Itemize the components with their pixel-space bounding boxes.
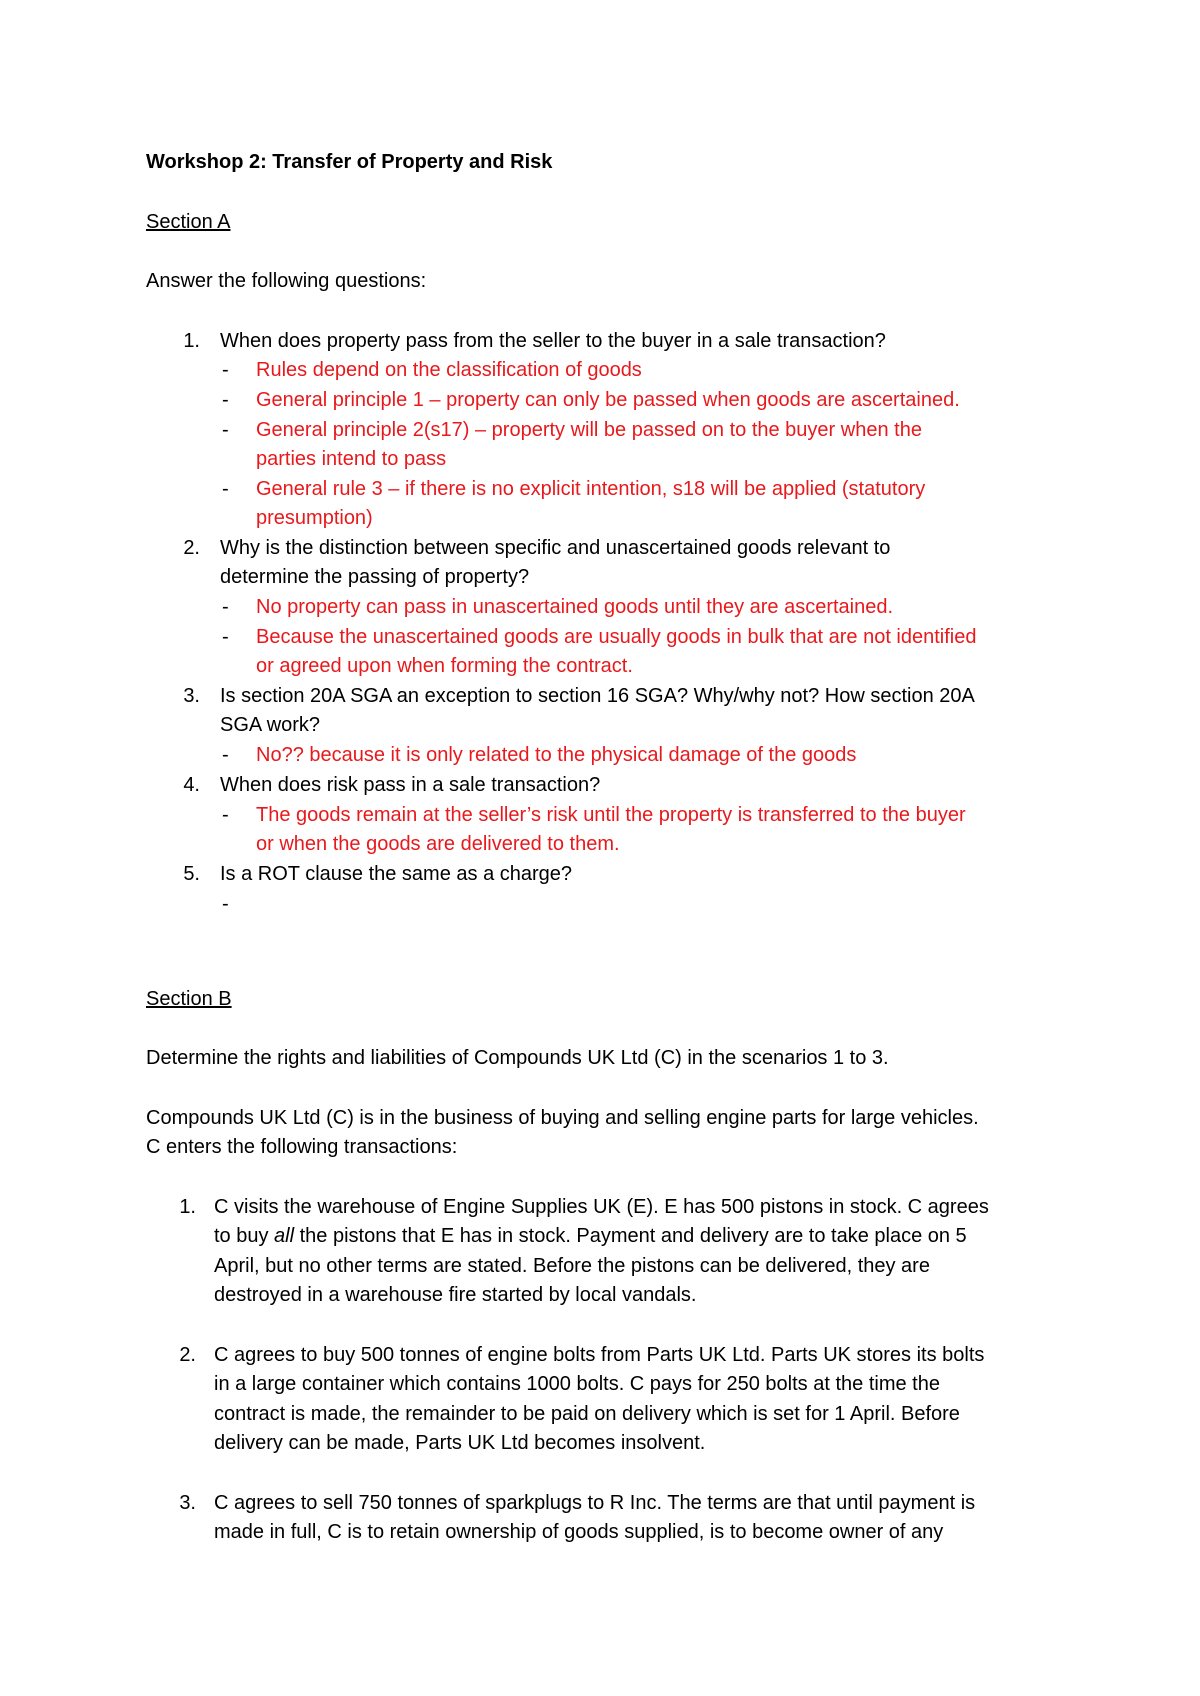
emphasis-all: all <box>274 1225 295 1247</box>
answer-line: No?? because it is only related to the physical damage of the goods <box>256 744 857 766</box>
scenario-number: 3. <box>179 1492 196 1514</box>
section-a-intro: Answer the following questions: <box>146 270 427 292</box>
scenario-2-text: in a large container which contains 1000 bolts. C pays for 250 bolts at the time the <box>214 1373 940 1395</box>
question-3-text: SGA work? <box>220 714 321 736</box>
section-b-intro: Determine the rights and liabilities of Compounds UK Ltd (C) in the scenarios 1 to 3. <box>146 1047 889 1069</box>
answer-line: General principle 1 – property can only be passed when goods are ascertained. <box>256 389 960 411</box>
question-number: 5. <box>183 863 200 885</box>
page-title: Workshop 2: Transfer of Property and Risk <box>146 151 553 173</box>
section-b-paragraph: Compounds UK Ltd (C) is in the business of buying and selling engine parts for large vehicles. <box>146 1107 979 1129</box>
scenario-1-text: C visits the warehouse of Engine Supplies UK (E). E has 500 pistons in stock. C agrees <box>214 1196 989 1218</box>
scenario-2-text: delivery can be made, Parts UK Ltd becomes insolvent. <box>214 1432 706 1454</box>
answer-line: or when the goods are delivered to them. <box>256 833 620 855</box>
bullet-dash: - <box>222 389 229 411</box>
scenario-number: 2. <box>179 1344 196 1366</box>
bullet-dash: - <box>222 359 229 381</box>
bullet-dash: - <box>222 478 229 500</box>
scenario-1-text <box>214 1221 967 1251</box>
scenario-number: 1. <box>179 1196 196 1218</box>
section-a-heading: Section A <box>146 211 231 233</box>
bullet-dash: - <box>222 419 229 441</box>
scenario-1-text: destroyed in a warehouse fire started by local vandals. <box>214 1284 697 1306</box>
scenario-2-text: C agrees to buy 500 tonnes of engine bolts from Parts UK Ltd. Parts UK stores its bolts <box>214 1344 985 1366</box>
section-b-paragraph: C enters the following transactions: <box>146 1136 458 1158</box>
question-number: 3. <box>183 685 200 707</box>
scenario-3-text: C agrees to sell 750 tonnes of sparkplugs to R Inc. The terms are that until payment is <box>214 1492 976 1514</box>
answer-line: presumption) <box>256 507 373 529</box>
bullet-dash: - <box>222 893 229 915</box>
question-2-text: determine the passing of property? <box>220 566 530 588</box>
answer-line: Because the unascertained goods are usually goods in bulk that are not identified <box>256 626 977 648</box>
question-4-text: When does risk pass in a sale transaction? <box>220 774 601 796</box>
scenario-1-text: April, but no other terms are stated. Before the pistons can be delivered, they are <box>214 1255 930 1277</box>
answer-line: parties intend to pass <box>256 448 447 470</box>
question-3-text: Is section 20A SGA an exception to section 16 SGA? Why/why not? How section 20A <box>220 685 975 707</box>
scenario-2-text: contract is made, the remainder to be paid on delivery which is set for 1 April. Before <box>214 1403 960 1425</box>
question-number: 4. <box>183 774 200 796</box>
section-b-heading: Section B <box>146 988 232 1010</box>
question-2-text: Why is the distinction between specific and unascertained goods relevant to <box>220 537 891 559</box>
question-5-text: Is a ROT clause the same as a charge? <box>220 863 573 885</box>
answer-line: General principle 2(s17) – property will be passed on to the buyer when the <box>256 419 922 441</box>
scenario-3-text: made in full, C is to retain ownership of goods supplied, is to become owner of any <box>214 1521 944 1543</box>
scenario-text-part: the pistons that E has in stock. Payment and delivery are to take place on 5 <box>294 1225 967 1247</box>
answer-line: General rule 3 – if there is no explicit intention, s18 will be applied (statutory <box>256 478 926 500</box>
question-number: 2. <box>183 537 200 559</box>
question-1-text: When does property pass from the seller to the buyer in a sale transaction? <box>220 330 886 352</box>
answer-line: No property can pass in unascertained goods until they are ascertained. <box>256 596 894 618</box>
answer-line: The goods remain at the seller’s risk until the property is transferred to the buyer <box>256 804 966 826</box>
bullet-dash: - <box>222 744 229 766</box>
question-number: 1. <box>183 330 200 352</box>
answer-line: or agreed upon when forming the contract. <box>256 655 633 677</box>
scenario-text-part: to buy <box>214 1225 275 1247</box>
bullet-dash: - <box>222 804 229 826</box>
answer-line: Rules depend on the classification of goods <box>256 359 642 381</box>
bullet-dash: - <box>222 626 229 648</box>
bullet-dash: - <box>222 596 229 618</box>
